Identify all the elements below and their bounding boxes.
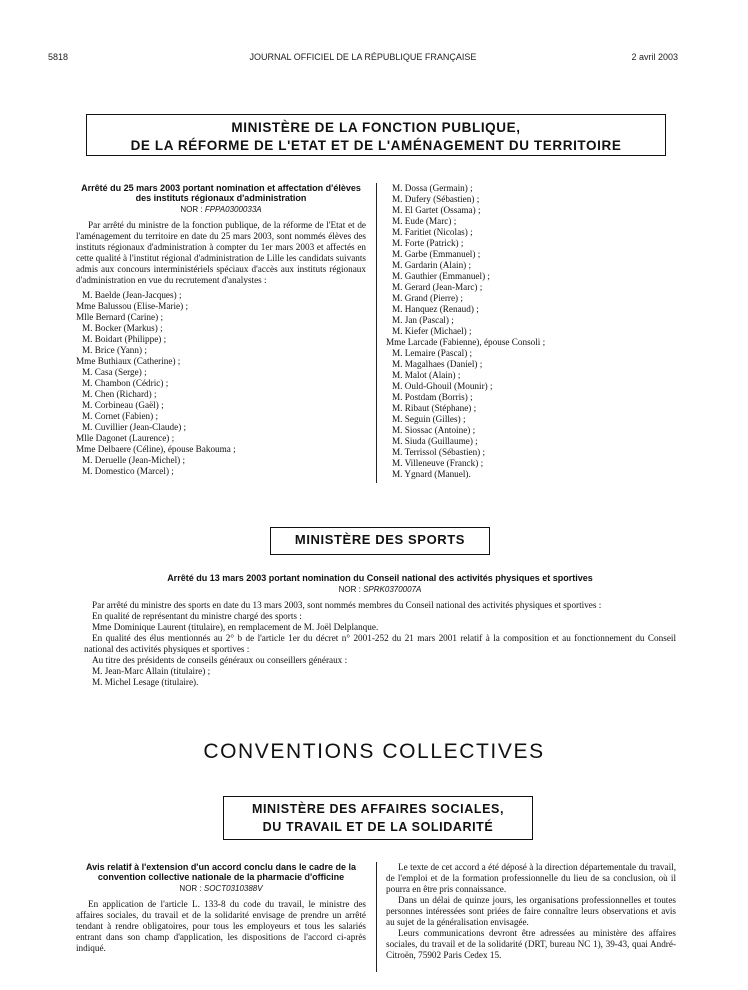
candidate-name: M. Gardarin (Alain) ; <box>392 260 472 270</box>
candidate-name: M. Cornet (Fabien) ; <box>82 411 159 421</box>
candidate-name: M. Ygnard (Manuel). <box>392 469 471 479</box>
ministry-heading-line: MINISTÈRE DES AFFAIRES SOCIALES, <box>251 802 505 816</box>
candidate-name: M. Villeneuve (Franck) ; <box>392 458 484 468</box>
candidate-name: M. Kiefer (Michael) ; <box>392 326 472 336</box>
candidate-name: M. Chen (Richard) ; <box>82 389 157 399</box>
candidate-name: M. Garbe (Emmanuel) ; <box>392 249 481 259</box>
arrete-title: Arrêté du 25 mars 2003 portant nomination et affectation d'élèves des instituts régionaux d'administration <box>81 183 361 203</box>
candidate-name: M. Ribaut (Stéphane) ; <box>392 403 477 413</box>
candidate-name: M. Magalhaes (Daniel) ; <box>392 359 483 369</box>
ministry-heading-sports <box>270 527 490 555</box>
candidate-name: M. Faritiet (Nicolas) ; <box>392 227 473 237</box>
arrete-sports <box>84 573 676 688</box>
candidate-name: M. Casa (Serge) ; <box>82 367 147 377</box>
candidate-name: M. Boidart (Philippe) ; <box>82 334 167 344</box>
nor-label: NOR : <box>179 884 204 893</box>
candidate-name: M. Hanquez (Renaud) ; <box>392 304 479 314</box>
page-number: 5818 <box>48 52 69 62</box>
candidate-name: M. Bocker (Markus) ; <box>82 323 163 333</box>
arrete-paragraph: Au titre des présidents de conseils généraux ou conseillers généraux : <box>92 655 348 665</box>
column-divider <box>376 183 377 483</box>
ministry-heading-line: DE LA RÉFORME DE L'ETAT ET DE L'AMÉNAGEMENT DU TERRITOIRE <box>130 138 622 153</box>
arrete-paragraph: En qualité des élus mentionnés au 2° b de l'article 1er du décret n° 2001-252 du 21 mars 2001 relatif à la composition et au fonctionnement du Conseil national des activités physiques et sportives : <box>84 633 676 654</box>
candidate-name: M. Dufery (Sébastien) ; <box>392 194 480 204</box>
avis-paragraph: Leurs communications devront être adressées au ministère des affaires sociales, du travail et de la solidarité (DRT, bureau NC 1), 39-43, quai André-Citroën, 75902 Paris Cedex 15. <box>386 928 676 960</box>
ministry-heading-fonction-publique <box>86 114 666 156</box>
arrete-title: Arrêté du 13 mars 2003 portant nomination du Conseil national des activités physiques et sportives <box>167 573 593 583</box>
candidate-name: M. Ould-Ghouil (Mounir) ; <box>392 381 493 391</box>
candidate-name: Mlle Dagonet (Laurence) ; <box>76 433 175 443</box>
candidate-name: M. Deruelle (Jean-Michel) ; <box>82 455 186 465</box>
candidate-name: M. Siossac (Antoine) ; <box>392 425 476 435</box>
candidate-name: Mme Balussou (Elise-Marie) ; <box>76 301 189 311</box>
candidate-name: M. Domestico (Marcel) ; <box>82 466 174 476</box>
candidate-name: Mme Buthiaux (Catherine) ; <box>76 356 181 366</box>
candidate-name: M. Gerard (Jean-Marc) ; <box>392 282 483 292</box>
candidate-name: M. Postdam (Borris) ; <box>392 392 473 402</box>
nor-label: NOR : <box>338 585 364 594</box>
candidate-name: M. Malot (Alain) ; <box>392 370 461 380</box>
candidate-name: M. Dossa (Germain) ; <box>392 183 473 193</box>
candidate-name: M. Chambon (Cédric) ; <box>82 378 169 388</box>
avis-right-column <box>386 862 676 961</box>
candidate-name: M. Jan (Pascal) ; <box>392 315 454 325</box>
candidate-name: M. Seguin (Gilles) ; <box>392 414 466 424</box>
arrete-paragraph: En qualité de représentant du ministre chargé des sports : <box>92 611 302 621</box>
issue-date: 2 avril 2003 <box>631 52 678 62</box>
candidate-list-right <box>386 183 676 480</box>
arrete-paragraph: M. Jean-Marc Allain (titulaire) ; <box>92 666 211 676</box>
avis-title: Avis relatif à l'extension d'un accord conclu dans le cadre de la convention collective nationale de la pharmacie d'officine <box>85 862 357 882</box>
candidate-name: M. Eude (Marc) ; <box>392 216 457 226</box>
arrete-paragraph: Par arrêté du ministre des sports en date du 13 mars 2003, sont nommés membres du Conseil national des activités physiques et sportives : <box>92 600 602 610</box>
candidate-name: M. Siuda (Guillaume) ; <box>392 436 478 446</box>
candidate-name: M. Gauthier (Emmanuel) ; <box>392 271 490 281</box>
avis-paragraph: Le texte de cet accord a été déposé à la direction départementale du travail, de l'emploi et de la formation professionnelle du lieu de sa conclusion, où il pourra en être pris connaissance. <box>386 862 676 894</box>
ministry-heading-line: MINISTÈRE DE LA FONCTION PUBLIQUE, <box>231 120 521 135</box>
ministry-heading-affaires-sociales <box>223 796 533 840</box>
journal-title: JOURNAL OFFICIEL DE LA RÉPUBLIQUE FRANÇAISE <box>249 52 477 62</box>
candidate-name: M. Corbineau (Gaël) ; <box>82 400 164 410</box>
candidate-name: M. El Gartet (Ossama) ; <box>392 205 481 215</box>
arrete-paragraph: M. Michel Lesage (titulaire). <box>92 677 199 687</box>
candidate-name: M. Lemaire (Pascal) ; <box>392 348 473 358</box>
nor-reference <box>76 204 366 215</box>
arrete-fp-right-column <box>386 183 676 480</box>
nor-code: SOCT0310388V <box>203 884 263 893</box>
nor-label: NOR : <box>180 205 205 214</box>
candidate-name: Mme Larcade (Fabienne), épouse Consoli ; <box>386 337 546 347</box>
candidate-name: Mme Delbaere (Céline), épouse Bakouma ; <box>76 444 236 454</box>
candidate-name: M. Brice (Yann) ; <box>82 345 147 355</box>
candidate-name: M. Cuvillier (Jean-Claude) ; <box>82 422 187 432</box>
nor-code: FPPA0300033A <box>204 205 262 214</box>
candidate-list-left <box>76 290 366 477</box>
candidate-name: M. Forte (Patrick) ; <box>392 238 464 248</box>
ministry-heading-line: DU TRAVAIL ET DE LA SOLIDARITÉ <box>262 820 494 834</box>
section-heading-conventions: CONVENTIONS COLLECTIVES <box>203 740 545 763</box>
arrete-paragraph: Mme Dominique Laurent (titulaire), en remplacement de M. Joël Delplanque. <box>92 622 379 632</box>
avis-body: En application de l'article L. 133-8 du code du travail, le ministre des affaires sociales, du travail et de la solidarité envisage de prendre un arrêté tendant à rendre obligatoires, pour tous les employeurs et tous les salariés entrant dans son champ d'application, les dispositions de l'accord ci-après indiqué. <box>76 899 366 953</box>
ministry-heading-line: MINISTÈRE DES SPORTS <box>294 532 466 547</box>
arrete-fp-left-column <box>76 183 366 477</box>
nor-reference <box>84 584 676 595</box>
candidate-name: Mlle Bernard (Carine) ; <box>76 312 163 322</box>
nor-code: SPRK0370007A <box>363 585 422 594</box>
candidate-name: M. Terrissol (Sébastien) ; <box>392 447 486 457</box>
avis-paragraph: Dans un délai de quinze jours, les organisations professionnelles et toutes personnes intéressées sont priées de faire connaître leurs observations et avis au sujet de la généralisation envisagée. <box>386 895 676 927</box>
avis-left-column <box>76 862 366 954</box>
column-divider <box>376 862 377 972</box>
candidate-name: M. Grand (Pierre) ; <box>392 293 463 303</box>
arrete-body: Par arrêté du ministre de la fonction publique, de la réforme de l'Etat et de l'aménagement du territoire en date du 25 mars 2003, sont nommés élèves des instituts régionaux d'administration à compter du 1er mars 2003 et affectés en cette qualité à l'institut régional d'administration de Lille les candidats suivants admis aux concours interministériels spéciaux d'accès aux instituts régionaux d'administration en vue du recrutement d'analystes : <box>76 220 366 285</box>
candidate-name: M. Baelde (Jean-Jacques) ; <box>82 290 182 300</box>
nor-reference <box>76 883 366 894</box>
